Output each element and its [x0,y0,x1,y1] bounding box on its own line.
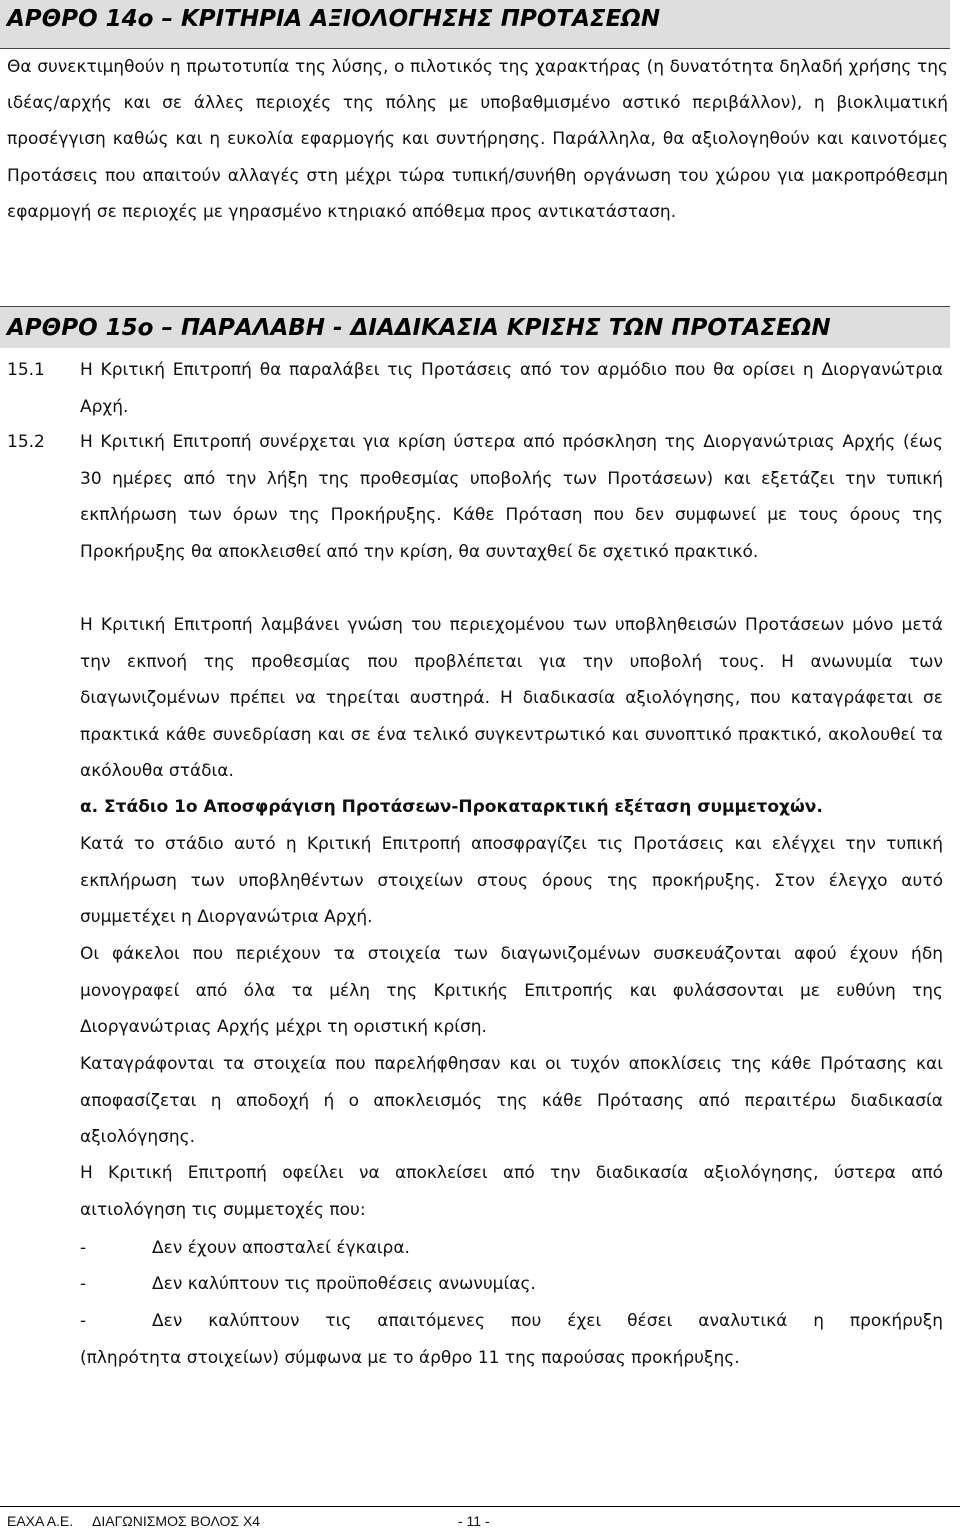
footer-page-number: - 11 - [458,1513,490,1529]
footer-title: ΔΙΑΓΩΝΙΣΜΟΣ ΒΟΛΟΣ Χ4 [92,1513,261,1529]
article-14-heading: ΑΡΘΡΟ 14ο – ΚΡΙΤΗΡΙΑ ΑΞΙΟΛΟΓΗΣΗΣ ΠΡΟΤΑΣΕΩΝ [0,0,950,49]
paragraph-envelopes: Οι φάκελοι που περιέχουν τα στοιχεία των διαγωνιζομένων συσκευάζονται αφού έχουν ήδη μονογραφεί από όλα τα μέλη της Κριτικής Επιτροπής και φυλάσσονται με ευθύνη της Διοργανώτριας Αρχής μέχρι τη οριστική κρίση. [80,944,943,1037]
stage-1-title: α. Στάδιο 1ο Αποσφράγιση Προτάσεων-Προκαταρκτική εξέταση συμμετοχών. [80,797,823,817]
paragraph-stage-1: Κατά το στάδιο αυτό η Κριτική Επιτροπή αποσφραγίζει τις Προτάσεις και ελέγχει την τυπική εκπλήρωση των υποβληθέντων στοιχείων στους όρους της προκήρυξης. Στον έλεγχο αυτό συμμετέχει η Διοργανώτρια Αρχή. [80,834,943,927]
paragraph-anonymity: Η Κριτική Επιτροπή λαμβάνει γνώση του περιεχομένου των υποβληθεισών Προτάσεων μόνο μετά την εκπνοή της προθεσμίας που προβλέπεται για την υποβολή τους. Η ανωνυμία των διαγωνιζομένων πρέπει να τηρείται αυστηρά. Η διαδικασία αξιολόγησης, που καταγράφεται σε πρακτικά κάθε συνεδρίαση και σε ένα τελικό συγκεντρωτικό και συνοπτικό πρακτικό, ακολουθεί τα ακόλουθα στάδια. [80,615,943,781]
exclusion-item-text: Δεν καλύπτουν τις απαιτόμενες που έχει θέσει αναλυτικά η προκήρυξη [152,1311,943,1331]
bullet-dash: - [80,1274,87,1294]
page-footer [0,1506,960,1535]
section-15-2-text: Η Κριτική Επιτροπή συνέρχεται για κρίση ύστερα από πρόσκληση της Διοργανώτριας Αρχής (έως 30 ημέρες από την λήξη της προθεσμίας υποβολής των Προτάσεων) και εξετάζει την τυπική εκπλήρωση των όρων της Προκήρυξης. Κάθε Πρόταση που δεν συμφωνεί με τους όρους της Προκήρυξης θα αποκλεισθεί από την κρίση, θα συνταχθεί δε σχετικό πρακτικό. [80,432,943,562]
section-15-1-number: 15.1 [7,360,45,380]
paragraph-recorded: Καταγράφονται τα στοιχεία που παρελήφθησαν και οι τυχόν αποκλίσεις της κάθε Πρότασης και αποφασίζεται η αποδοχή ή ο αποκλεισμός της κάθε Πρότασης από περαιτέρω διαδικασία αξιολόγησης. [80,1054,943,1147]
section-15-2-number: 15.2 [7,432,45,452]
exclusion-item-3-continuation: (πληρότητα στοιχείων) σύμφωνα με το άρθρο 11 της παρούσας προκήρυξης. [80,1348,740,1368]
exclusion-item-3 [80,1303,943,1339]
article-14-paragraph: Θα συνεκτιμηθούν η πρωτοτυπία της λύσης, ο πιλοτικός της χαρακτήρας (η δυνατότητα δηλαδή χρήσης της ιδέας/αρχής και σε άλλες περιοχές της πόλης με υποβαθμισμένο αστικό περιβάλλον), η βιοκλιματική προσέγγιση καθώς και η ευκολία εφαρμογής και συντήρησης. Παράλληλα, θα αξιολογηθούν και καινοτόμες Προτάσεις που απαιτούν αλλαγές στη μέχρι τώρα τυπική/συνήθη οργάνωση του χώρου για μακροπρόθεσμη εφαρμογή σε περιοχές με γηρασμένο κτηριακό απόθεμα προς αντικατάσταση. [7,57,948,222]
bullet-dash: - [80,1311,87,1331]
article-15-heading: ΑΡΘΡΟ 15ο – ΠΑΡΑΛΑΒΗ - ΔΙΑΔΙΚΑΣΙΑ ΚΡΙΣΗΣ ΤΩΝ ΠΡΟΤΑΣΕΩΝ [0,306,950,348]
footer-organization: ΕΑΧΑ Α.Ε. [7,1513,74,1529]
section-15-1-text: Η Κριτική Επιτροπή θα παραλάβει τις Προτάσεις από τον αρμόδιο που θα ορίσει η Διοργανώτρια Αρχή. [80,360,943,417]
exclusion-item-text: Δεν καλύπτουν τις προϋποθέσεις ανωνυμίας. [152,1274,536,1294]
bullet-dash: - [80,1238,87,1258]
exclusion-item-1 [80,1230,943,1266]
exclusion-item-2 [80,1266,943,1302]
paragraph-exclusion: Η Κριτική Επιτροπή οφείλει να αποκλείσει από την διαδικασία αξιολόγησης, ύστερα από αιτιολόγηση τις συμμετοχές που: [80,1163,943,1220]
exclusion-item-text: Δεν έχουν αποσταλεί έγκαιρα. [152,1238,410,1258]
